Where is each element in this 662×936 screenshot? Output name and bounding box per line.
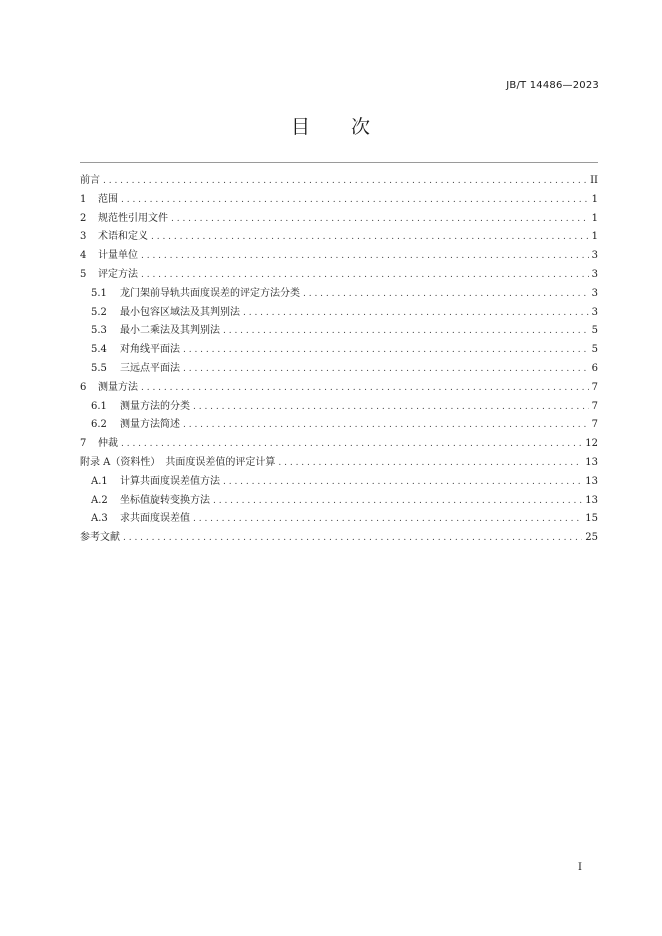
- title-divider: [80, 162, 598, 163]
- toc-entry-title: 规范性引用文件: [98, 212, 168, 224]
- toc-entry-number: 6.2: [91, 419, 107, 431]
- toc-entry-number: 5.2: [91, 306, 107, 318]
- toc-entry-page: 12: [585, 438, 598, 450]
- toc-entry[interactable]: [80, 210, 598, 229]
- title-char-2: 次: [351, 116, 372, 138]
- toc-entry-number: 5.1: [91, 287, 107, 299]
- toc-entry-title: 术语和定义: [98, 231, 148, 243]
- toc-entry[interactable]: [80, 529, 598, 548]
- toc-entry-title: 测量方法简述: [120, 419, 180, 431]
- toc-entry-number: 5.5: [91, 362, 107, 374]
- toc-entry-number: 5.4: [91, 344, 107, 356]
- toc-leader-dots: [141, 267, 589, 285]
- toc-entry-number: 7: [80, 438, 87, 450]
- toc-entry-page: 7: [591, 381, 598, 393]
- toc-entry[interactable]: [80, 172, 598, 191]
- toc-leader-dots: [303, 286, 589, 304]
- toc-entry-number: 4: [80, 250, 87, 262]
- toc-entry-title: 坐标值旋转变换方法: [120, 494, 210, 506]
- toc-leader-dots: [141, 248, 589, 266]
- toc-leader-dots: [121, 436, 582, 454]
- toc-leader-dots: [151, 229, 589, 247]
- toc-entry-page: 15: [585, 513, 598, 525]
- toc-entry-page: 13: [585, 475, 598, 487]
- toc-entry[interactable]: [80, 454, 598, 473]
- toc-entry[interactable]: [80, 191, 598, 210]
- table-of-contents: [80, 172, 598, 548]
- toc-entry-page: 5: [591, 325, 598, 337]
- toc-entry-title: 计算共面度误差值方法: [120, 475, 220, 487]
- toc-entry[interactable]: [80, 435, 598, 454]
- toc-entry[interactable]: [80, 341, 598, 360]
- toc-entry-title: 最小二乘法及其判别法: [120, 325, 220, 337]
- toc-entry[interactable]: [80, 304, 598, 323]
- toc-entry-page: 7: [591, 419, 598, 431]
- toc-entry-page: 1: [591, 212, 598, 224]
- toc-entry-title: 对角线平面法: [120, 344, 180, 356]
- toc-entry-title: 评定方法: [98, 268, 138, 280]
- toc-entry-page: 1: [591, 193, 598, 205]
- toc-entry-number: 6.1: [91, 400, 107, 412]
- toc-entry-title: 求共面度误差值: [120, 513, 190, 525]
- toc-leader-dots: [123, 530, 582, 548]
- toc-entry-title: 仲裁: [98, 438, 118, 450]
- toc-entry-title: 范围: [98, 193, 118, 205]
- toc-leader-dots: [171, 211, 589, 229]
- toc-entry-title: 龙门架前导轨共面度误差的评定方法分类: [120, 287, 300, 299]
- toc-entry-number: 5.3: [91, 325, 107, 337]
- toc-leader-dots: [103, 173, 587, 191]
- toc-entry[interactable]: [80, 247, 598, 266]
- toc-leader-dots: [278, 455, 582, 473]
- toc-entry[interactable]: [80, 416, 598, 435]
- toc-entry-title: 参考文献: [80, 532, 120, 544]
- toc-entry[interactable]: [80, 398, 598, 417]
- toc-entry-number: 1: [80, 193, 87, 205]
- toc-leader-dots: [183, 417, 589, 435]
- toc-entry-title: 前言: [80, 175, 100, 186]
- title-char-1: 目: [290, 116, 311, 138]
- toc-leader-dots: [193, 399, 589, 417]
- toc-entry-title: 测量方法: [98, 381, 138, 393]
- toc-entry[interactable]: [80, 492, 598, 511]
- toc-entry-number: 6: [80, 381, 87, 393]
- toc-entry-page: 3: [591, 268, 598, 280]
- toc-leader-dots: [183, 361, 589, 379]
- toc-entry-number: A.2: [91, 494, 108, 506]
- toc-entry-title: 测量方法的分类: [120, 400, 190, 412]
- toc-entry[interactable]: [80, 379, 598, 398]
- toc-entry-page: 3: [591, 250, 598, 262]
- toc-entry[interactable]: [80, 266, 598, 285]
- toc-entry[interactable]: [80, 360, 598, 379]
- toc-leader-dots: [213, 493, 582, 511]
- toc-leader-dots: [141, 380, 589, 398]
- toc-entry[interactable]: [80, 228, 598, 247]
- toc-leader-dots: [243, 305, 589, 323]
- toc-entry-number: 3: [80, 231, 87, 243]
- toc-leader-dots: [121, 192, 589, 210]
- toc-entry-page: 5: [591, 344, 598, 356]
- document-code: JB/T 14486—2023: [506, 80, 599, 91]
- toc-entry-title: 计量单位: [98, 250, 138, 262]
- toc-entry-page: 1: [591, 231, 598, 243]
- toc-entry-page: 13: [585, 456, 598, 468]
- toc-entry[interactable]: [80, 510, 598, 529]
- toc-leader-dots: [223, 323, 589, 341]
- toc-entry-title: 附录 A（资料性） 共面度误差值的评定计算: [80, 456, 276, 468]
- toc-entry-number: A.3: [91, 513, 108, 525]
- toc-entry-page: 13: [585, 494, 598, 506]
- toc-entry-page: 3: [591, 287, 598, 299]
- toc-leader-dots: [183, 342, 589, 360]
- toc-entry-page: 25: [585, 532, 598, 544]
- toc-entry-number: A.1: [91, 475, 108, 487]
- toc-leader-dots: [193, 511, 582, 529]
- toc-leader-dots: [223, 474, 582, 492]
- page-number: I: [578, 862, 582, 873]
- toc-entry[interactable]: [80, 285, 598, 304]
- toc-entry-title: 三远点平面法: [120, 362, 180, 374]
- toc-entry-page: 3: [591, 306, 598, 318]
- toc-entry[interactable]: [80, 473, 598, 492]
- toc-entry[interactable]: [80, 322, 598, 341]
- page-title: [0, 112, 662, 139]
- toc-entry-page: 6: [591, 362, 598, 374]
- toc-entry-number: 2: [80, 212, 87, 224]
- toc-entry-page: II: [590, 175, 598, 186]
- toc-entry-number: 5: [80, 268, 87, 280]
- toc-entry-page: 7: [591, 400, 598, 412]
- toc-entry-title: 最小包容区域法及其判别法: [120, 306, 240, 318]
